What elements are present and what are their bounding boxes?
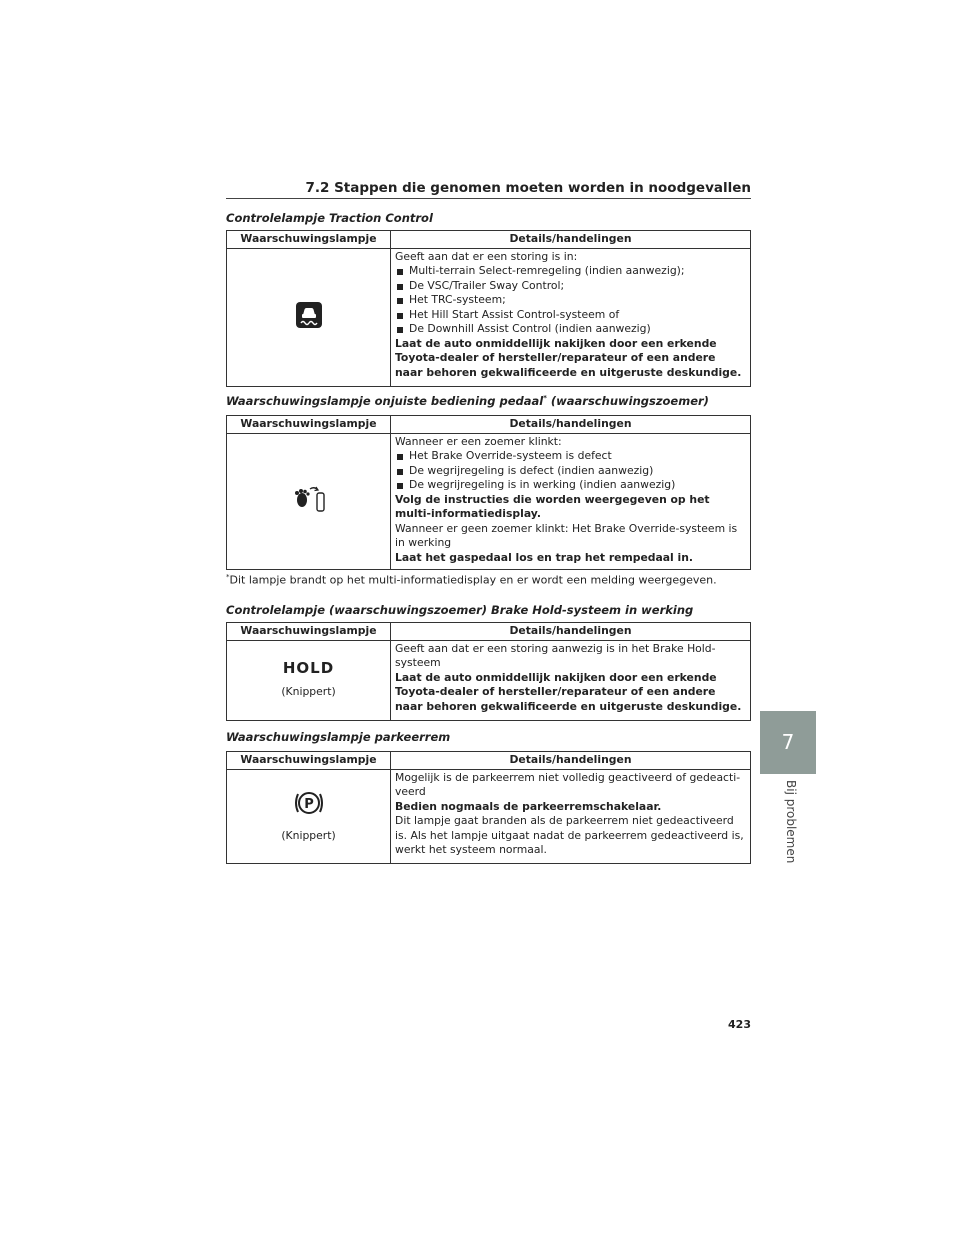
- section-title-text: Waarschuwingslampje onjuiste bediening pedaal: [226, 394, 544, 408]
- section-title-traction: Controlelampje Traction Control: [226, 211, 433, 225]
- column-header-details: Details/handelingen: [391, 752, 751, 770]
- column-header-lamp: Waarschuwingslampje: [227, 752, 391, 770]
- section-title-parking-brake: Waarschuwingslampje parkeerrem: [226, 730, 451, 744]
- details-cell: [391, 248, 751, 386]
- page-header-title: 7.2 Stappen die genomen moeten worden in noodgevallen: [305, 180, 751, 196]
- footnote-mark: *: [543, 394, 547, 403]
- detail-instruction: Laat de auto onmiddellijk nakijken door een erkende Toyota-dealer of hersteller/reparateur of een andere naar behoren gekwalificeerde en uitgeruste deskundige.: [395, 336, 742, 379]
- detail-bullet: De wegrijregeling is in werking (indien aanwezig): [395, 478, 744, 493]
- detail-bullet: De VSC/Trailer Sway Control;: [395, 279, 744, 294]
- detail-line: Wanneer er een zoemer klinkt:: [395, 434, 562, 448]
- detail-line: Dit lampje gaat branden als de parkeerrem niet gedeactiveerd is. Als het lampje uitgaat nadat de parkeerrem gedeactiveerd is, werkt het systeem normaal.: [395, 814, 744, 856]
- detail-instruction: Laat de auto onmiddellijk nakijken door een erkende Toyota-dealer of hersteller/reparateur of een andere naar behoren gekwalificeerde en uitgeruste deskundige.: [395, 670, 742, 713]
- detail-instruction: Volg de instructies die worden weergegeven op het multi-informatiedisplay.: [395, 492, 710, 520]
- detail-bullet: Het Brake Override-systeem is defect: [395, 449, 744, 464]
- details-cell: [391, 640, 751, 720]
- lamp-cell: [227, 433, 391, 569]
- detail-line: Geeft aan dat er een storing aanwezig is in het Brake Hold-systeem: [395, 641, 716, 669]
- column-header-lamp: Waarschuwingslampje: [227, 623, 391, 641]
- section-title-pedal: [226, 394, 709, 408]
- chapter-label: Bij problemen: [784, 780, 798, 864]
- parking-brake-table: [226, 751, 751, 864]
- detail-bullet: Multi-terrain Select-remregeling (indien aanwezig);: [395, 264, 744, 279]
- pedal-table: [226, 415, 751, 570]
- chapter-tab: 7: [760, 711, 816, 774]
- svg-text:P: P: [303, 796, 314, 812]
- detail-line: Mogelijk is de parkeerrem niet volledig geactiveerd of gedeacti-veerd: [395, 770, 741, 798]
- detail-instruction: Laat het gaspedaal los en trap het rempedaal in.: [395, 550, 694, 564]
- lamp-cell: [227, 640, 391, 720]
- hold-indicator-text: HOLD: [282, 658, 335, 677]
- blink-note: (Knippert): [281, 685, 336, 698]
- section-title-brake-hold: Controlelampje (waarschuwingszoemer) Brake Hold-systeem in werking: [226, 603, 694, 617]
- details-cell: [391, 433, 751, 569]
- detail-bullet: De Downhill Assist Control (indien aanwezig): [395, 322, 744, 337]
- blink-note: (Knippert): [281, 829, 336, 842]
- column-header-lamp: Waarschuwingslampje: [227, 416, 391, 434]
- column-header-details: Details/handelingen: [391, 416, 751, 434]
- detail-line: Geeft aan dat er een storing is in:: [395, 249, 578, 263]
- page-number: 423: [728, 1018, 751, 1031]
- column-header-details: Details/handelingen: [391, 231, 751, 249]
- detail-bullet: Het TRC-systeem;: [395, 293, 744, 308]
- column-header-details: Details/handelingen: [391, 623, 751, 641]
- header-rule: [226, 198, 751, 199]
- lamp-cell: [227, 248, 391, 386]
- brake-hold-table: [226, 622, 751, 721]
- skid-car-icon: [296, 302, 322, 328]
- section-title-suffix: (waarschuwingszoemer): [546, 394, 709, 408]
- footnote-mark: *: [226, 573, 230, 581]
- column-header-lamp: Waarschuwingslampje: [227, 231, 391, 249]
- parking-brake-icon: [292, 789, 326, 817]
- foot-pedal-icon: [292, 485, 326, 513]
- traction-table: [226, 230, 751, 387]
- footnote: [226, 573, 751, 587]
- footnote-text: Dit lampje brandt op het multi-informatiedisplay en er wordt een melding weergegeven.: [229, 573, 717, 587]
- detail-line: Wanneer er geen zoemer klinkt: Het Brake Override-systeem is in werking: [395, 521, 738, 549]
- detail-bullet: De wegrijregeling is defect (indien aanwezig): [395, 464, 744, 479]
- detail-instruction: Bedien nogmaals de parkeerremschakelaar.: [395, 799, 662, 813]
- lamp-cell: [227, 769, 391, 863]
- detail-bullet: Het Hill Start Assist Control-systeem of: [395, 308, 744, 323]
- details-cell: [391, 769, 751, 863]
